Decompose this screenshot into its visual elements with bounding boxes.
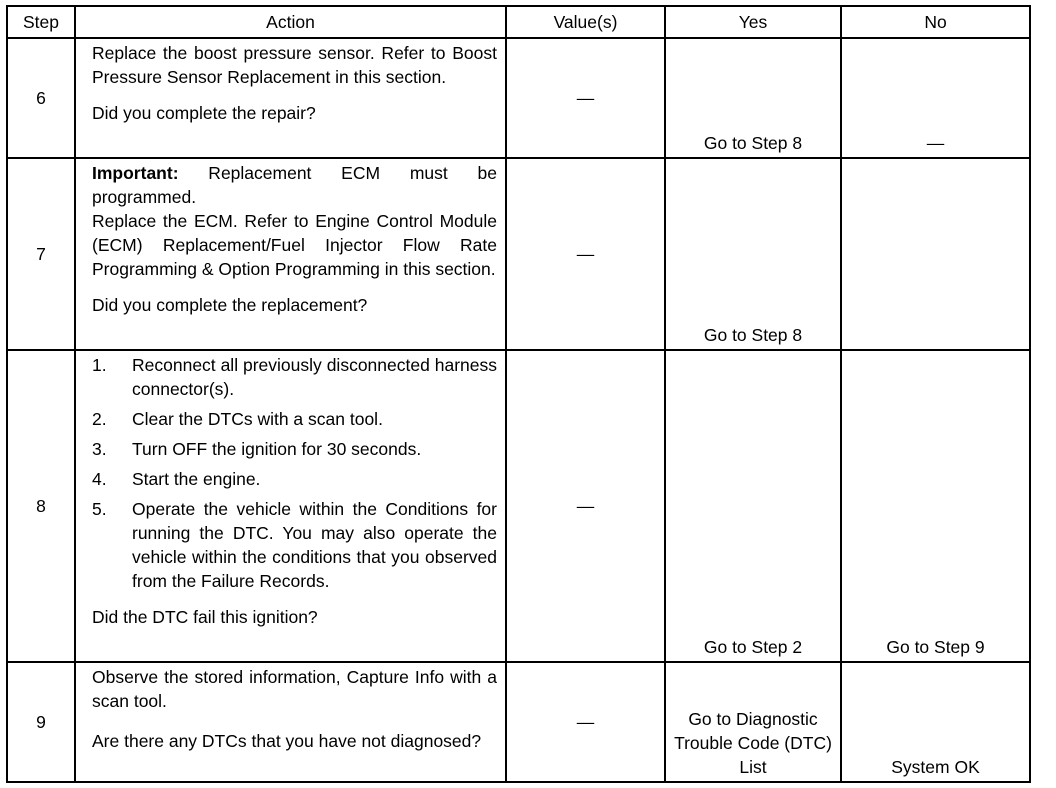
diagnostic-table — [6, 5, 1031, 783]
action-cell — [75, 38, 506, 158]
no-cell: System OK — [841, 662, 1030, 782]
substep-number: 1. — [92, 355, 107, 375]
step-number: 6 — [7, 38, 75, 158]
action-question: Did the DTC fail this ignition? — [92, 607, 318, 627]
header-yes: Yes — [665, 6, 841, 38]
important-label: Important: — [92, 163, 179, 183]
value-cell: — — [506, 662, 665, 782]
yes-cell: Go to Diagnostic Trouble Code (DTC) List — [665, 662, 841, 782]
action-cell — [75, 662, 506, 782]
header-no: No — [841, 6, 1030, 38]
substep-list — [92, 353, 497, 593]
substep-number: 5. — [92, 499, 107, 519]
action-text: Replace the ECM. Refer to Engine Control Module (ECM) Replacement/Fuel Injector Flow Rate Programming & Option Programming in this section. — [92, 211, 497, 279]
no-cell — [841, 158, 1030, 350]
yes-cell: Go to Step 8 — [665, 38, 841, 158]
list-item — [92, 353, 497, 401]
action-question: Are there any DTCs that you have not diagnosed? — [92, 731, 482, 751]
action-cell — [75, 158, 506, 350]
value-cell: — — [506, 38, 665, 158]
substep-number: 4. — [92, 469, 107, 489]
action-cell — [75, 350, 506, 662]
substep-text: Turn OFF the ignition for 30 seconds. — [132, 439, 422, 459]
header-action: Action — [75, 6, 506, 38]
action-text: Observe the stored information, Capture Info with a scan tool. — [92, 667, 497, 711]
header-row — [7, 6, 1030, 38]
important-note — [92, 161, 497, 209]
substep-text: Reconnect all previously disconnected harness connector(s). — [132, 355, 497, 399]
substep-text: Operate the vehicle within the Conditions for running the DTC. You may also operate the vehicle within the conditions that you observed from the Failure Records. — [132, 499, 497, 591]
action-question: Did you complete the replacement? — [92, 295, 368, 315]
table-row-step-6 — [7, 38, 1030, 158]
table-row-step-7 — [7, 158, 1030, 350]
value-cell: — — [506, 158, 665, 350]
action-question: Did you complete the repair? — [92, 103, 316, 123]
header-values: Value(s) — [506, 6, 665, 38]
substep-number: 3. — [92, 439, 107, 459]
list-item — [92, 467, 497, 491]
important-text: Replacement ECM must be programmed. — [92, 163, 497, 207]
substep-number: 2. — [92, 409, 107, 429]
value-cell: — — [506, 350, 665, 662]
action-text: Replace the boost pressure sensor. Refer to Boost Pressure Sensor Replacement in this section. — [92, 43, 497, 87]
list-item — [92, 407, 497, 431]
substep-text: Clear the DTCs with a scan tool. — [132, 409, 383, 429]
list-item — [92, 437, 497, 461]
substep-text: Start the engine. — [132, 469, 261, 489]
table-row-step-8 — [7, 350, 1030, 662]
table-row-step-9 — [7, 662, 1030, 782]
yes-cell: Go to Step 2 — [665, 350, 841, 662]
step-number: 8 — [7, 350, 75, 662]
step-number: 9 — [7, 662, 75, 782]
no-cell: — — [841, 38, 1030, 158]
header-step: Step — [7, 6, 75, 38]
step-number: 7 — [7, 158, 75, 350]
no-cell: Go to Step 9 — [841, 350, 1030, 662]
yes-cell: Go to Step 8 — [665, 158, 841, 350]
list-item — [92, 497, 497, 593]
